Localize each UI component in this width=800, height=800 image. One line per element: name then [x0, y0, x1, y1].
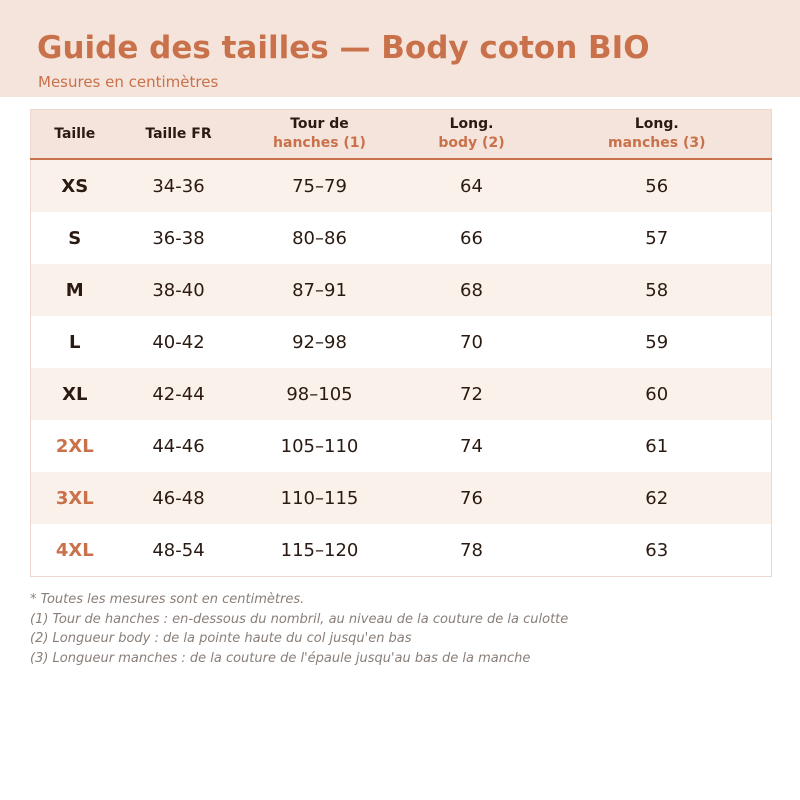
- table-row: [31, 420, 772, 472]
- cell-size: 2XL: [31, 420, 119, 472]
- cell-hips: 98–105: [239, 368, 401, 420]
- column-header-line1: Taille: [54, 125, 96, 142]
- column-header-line2: body (2): [438, 135, 505, 151]
- cell-sleeve-length: 59: [543, 316, 772, 368]
- cell-size-fr: 48-54: [119, 524, 239, 577]
- column-header-line1: Tour de: [290, 116, 349, 132]
- column-header-line2: hanches (1): [273, 135, 366, 151]
- cell-size: XL: [31, 368, 119, 420]
- size-table: [30, 109, 772, 577]
- column-header-hips: [239, 110, 401, 160]
- cell-hips: 80–86: [239, 212, 401, 264]
- cell-hips: 110–115: [239, 472, 401, 524]
- cell-size: S: [31, 212, 119, 264]
- cell-body-length: 70: [401, 316, 543, 368]
- cell-size-fr: 42-44: [119, 368, 239, 420]
- cell-sleeve-length: 61: [543, 420, 772, 472]
- cell-sleeve-length: 62: [543, 472, 772, 524]
- cell-size: 4XL: [31, 524, 119, 577]
- cell-hips: 75–79: [239, 159, 401, 212]
- cell-sleeve-length: 57: [543, 212, 772, 264]
- footnote-sleeve-length: (3) Longueur manches : de la couture de l'épaule jusqu'au bas de la manche: [30, 650, 531, 666]
- column-header-line2: manches (3): [607, 135, 706, 151]
- column-header-line1: Long.: [634, 116, 679, 132]
- table-row: [31, 264, 772, 316]
- table-row: [31, 524, 772, 577]
- footnote-hips: (1) Tour de hanches : en-dessous du nombril, au niveau de la couture de la culotte: [30, 611, 569, 627]
- cell-hips: 115–120: [239, 524, 401, 577]
- column-header-body-length: [401, 110, 543, 160]
- table-row: [31, 472, 772, 524]
- table-row: [31, 316, 772, 368]
- cell-body-length: 66: [401, 212, 543, 264]
- table-row: [31, 368, 772, 420]
- column-header-line1: Long.: [449, 116, 494, 132]
- table-body: [31, 159, 772, 577]
- cell-size: L: [31, 316, 119, 368]
- cell-size: 3XL: [31, 472, 119, 524]
- cell-size-fr: 34-36: [119, 159, 239, 212]
- cell-hips: 87–91: [239, 264, 401, 316]
- cell-body-length: 72: [401, 368, 543, 420]
- cell-body-length: 78: [401, 524, 543, 577]
- page-subtitle: Mesures en centimètres: [38, 73, 219, 91]
- cell-hips: 105–110: [239, 420, 401, 472]
- cell-body-length: 68: [401, 264, 543, 316]
- cell-size: M: [31, 264, 119, 316]
- table-header: [31, 110, 772, 160]
- cell-size-fr: 38-40: [119, 264, 239, 316]
- cell-sleeve-length: 63: [543, 524, 772, 577]
- cell-body-length: 64: [401, 159, 543, 212]
- cell-sleeve-length: 58: [543, 264, 772, 316]
- footnote-body-length: (2) Longueur body : de la pointe haute du col jusqu'en bas: [30, 631, 412, 646]
- table-header-row: [31, 110, 772, 160]
- footnote-general: * Toutes les mesures sont en centimètres.: [30, 592, 305, 607]
- cell-hips: 92–98: [239, 316, 401, 368]
- page-title: Guide des tailles — Body coton BIO: [37, 30, 650, 66]
- cell-sleeve-length: 56: [543, 159, 772, 212]
- cell-size-fr: 36-38: [119, 212, 239, 264]
- cell-size-fr: 44-46: [119, 420, 239, 472]
- column-header-line1: Taille FR: [145, 125, 212, 142]
- column-header-sleeve-length: [543, 110, 772, 160]
- cell-size: XS: [31, 159, 119, 212]
- cell-size-fr: 40-42: [119, 316, 239, 368]
- column-header-size: [31, 110, 119, 160]
- cell-size-fr: 46-48: [119, 472, 239, 524]
- footnotes: [30, 590, 790, 668]
- cell-body-length: 74: [401, 420, 543, 472]
- table-row: [31, 159, 772, 212]
- table-row: [31, 212, 772, 264]
- cell-sleeve-length: 60: [543, 368, 772, 420]
- cell-body-length: 76: [401, 472, 543, 524]
- column-header-size-fr: [119, 110, 239, 160]
